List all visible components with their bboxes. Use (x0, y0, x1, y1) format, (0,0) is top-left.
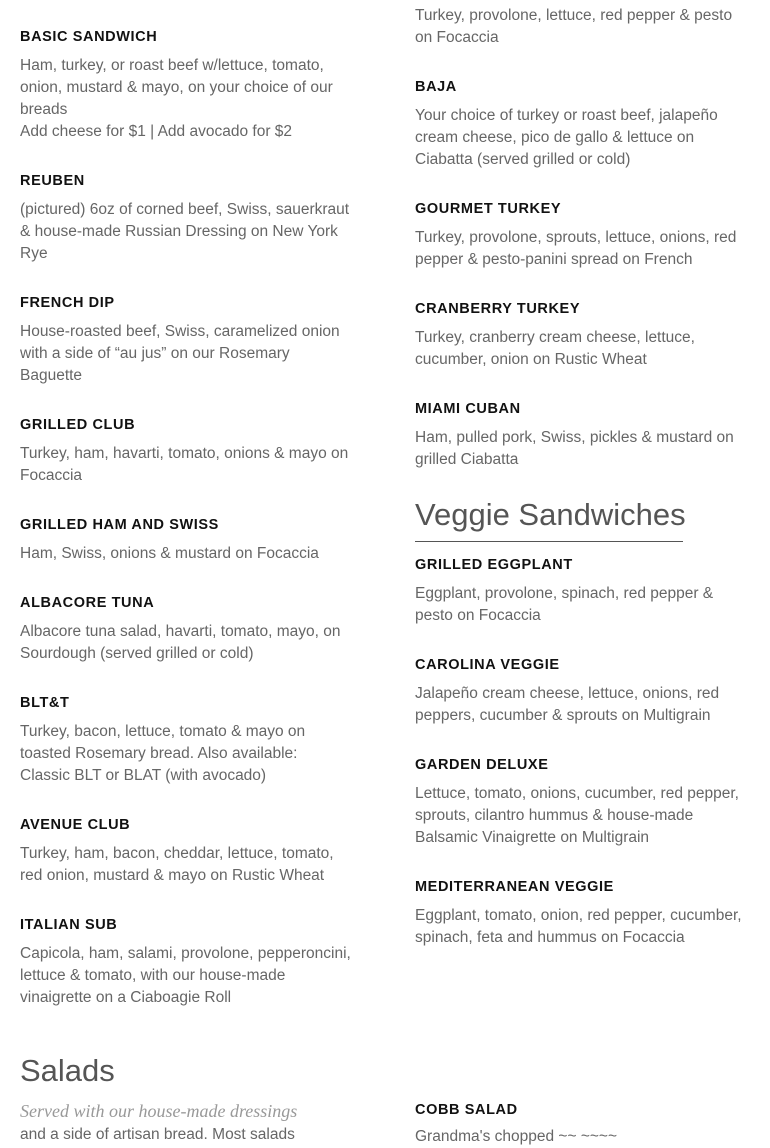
menu-item-description (20, 721, 365, 787)
menu-item-description (415, 5, 755, 49)
desc-line: vinaigrette on a Ciaboagie Roll (20, 989, 232, 1006)
desc-line: Ham, pulled pork, Swiss, pickles & mustard on (415, 429, 734, 446)
menu-item-description (20, 443, 365, 487)
desc-line: Capicola, ham, salami, provolone, pepperoncini, (20, 945, 351, 962)
desc-line: grilled Ciabatta (415, 451, 519, 468)
menu-item (415, 76, 755, 171)
menu-item (415, 554, 755, 627)
desc-line: Classic BLT or BLAT (with avocado) (20, 767, 267, 784)
menu-item (20, 914, 365, 1009)
menu-item (20, 814, 365, 887)
desc-line: Your choice of turkey or roast beef, jalapeño (415, 107, 718, 124)
menu-item-name: CAROLINA VEGGIE (415, 657, 560, 673)
menu-item (415, 654, 755, 727)
desc-line: on Focaccia (415, 29, 499, 46)
menu-item (415, 298, 755, 371)
desc-line: Turkey, provolone, sprouts, lettuce, onions, red (415, 229, 737, 246)
menu-item-name: GRILLED EGGPLANT (415, 557, 573, 573)
menu-item-description (415, 227, 755, 271)
menu-item-name: ITALIAN SUB (20, 917, 118, 933)
desc-line: cream cheese, pico de gallo & lettuce on (415, 129, 695, 146)
desc-line: pesto on Focaccia (415, 607, 541, 624)
desc-line: Focaccia (20, 467, 83, 484)
desc-line: Ciabatta (served grilled or cold) (415, 151, 631, 168)
menu-item-name: BASIC SANDWICH (20, 29, 158, 45)
menu-item-description (415, 427, 755, 471)
menu-item-description (20, 621, 365, 665)
salads-subtitle: Served with our house-made dressings (20, 1101, 298, 1121)
menu-item (20, 170, 365, 265)
desc-line: Eggplant, provolone, spinach, red pepper & (415, 585, 714, 602)
desc-line: Turkey, bacon, lettuce, tomato & mayo on (20, 723, 306, 740)
desc-line: Rye (20, 245, 48, 262)
desc-line: Ham, Swiss, onions & mustard on Focaccia (20, 545, 319, 562)
menu-item-name: ALBACORE TUNA (20, 595, 155, 611)
desc-line: Turkey, ham, bacon, cheddar, lettuce, tomato, (20, 845, 334, 862)
desc-line: Sourdough (served grilled or cold) (20, 645, 254, 662)
desc-line: House-roasted beef, Swiss, caramelized onion (20, 323, 340, 340)
desc-line: cucumber, onion on Rustic Wheat (415, 351, 647, 368)
desc-line: Lettuce, tomato, onions, cucumber, red pepper, (415, 785, 739, 802)
menu-item-name: MIAMI CUBAN (415, 401, 521, 417)
menu-item (20, 26, 365, 143)
menu-item-name: FRENCH DIP (20, 295, 115, 311)
menu-item-name: CRANBERRY TURKEY (415, 301, 581, 317)
menu-item (415, 754, 755, 849)
desc-line: red onion, mustard & mayo on Rustic Wheat (20, 867, 325, 884)
menu-item-description (415, 905, 755, 949)
menu-item (20, 414, 365, 487)
salads-section-title: Salads (20, 1053, 115, 1088)
desc-line: & house-made Russian Dressing on New York (20, 223, 338, 240)
desc-line: Turkey, cranberry cream cheese, lettuce, (415, 329, 695, 346)
desc-line: Balsamic Vinaigrette on Multigrain (415, 829, 650, 846)
desc-line: breads (20, 101, 68, 118)
menu-item-description (415, 683, 755, 727)
desc-line: Ham, turkey, or roast beef w/lettuce, tomato, (20, 57, 324, 74)
desc-line: Baguette (20, 367, 83, 384)
menu-item-description (415, 105, 755, 171)
menu-item-name: MEDITERRANEAN VEGGIE (415, 879, 614, 895)
menu-item-description (20, 199, 365, 265)
menu-item-description (20, 843, 365, 887)
menu-item (20, 292, 365, 387)
desc-line: Jalapeño cream cheese, lettuce, onions, red (415, 685, 720, 702)
menu-item-name: GRILLED CLUB (20, 417, 136, 433)
desc-line: onion, mustard & mayo, on your choice of our (20, 79, 333, 96)
veggie-section-title: Veggie Sandwiches (415, 497, 686, 532)
desc-line: with a side of “au jus” on our Rosemary (20, 345, 290, 362)
menu-item (20, 592, 365, 665)
menu-item-name: GOURMET TURKEY (415, 201, 562, 217)
desc-line: Eggplant, tomato, onion, red pepper, cucumber, (415, 907, 742, 924)
veggie-section-divider (415, 541, 683, 542)
menu-item-description (415, 327, 755, 371)
menu-item-name: GARDEN DELUXE (415, 757, 549, 773)
menu-item-description (20, 543, 365, 565)
desc-line: Albacore tuna salad, havarti, tomato, mayo, on (20, 623, 341, 640)
menu-item-description (415, 583, 755, 627)
desc-line: sprouts, cilantro hummus & house-made (415, 807, 694, 824)
desc-line: spinach, feta and hummus on Focaccia (415, 929, 685, 946)
menu-item-continuation (415, 5, 755, 49)
menu-item-description (20, 55, 365, 143)
menu-item-name: GRILLED HAM AND SWISS (20, 517, 219, 533)
desc-line: Turkey, provolone, lettuce, red pepper & pesto (415, 7, 733, 24)
menu-item-name: AVENUE CLUB (20, 817, 131, 833)
menu-item-name: BAJA (415, 79, 457, 95)
desc-line: Turkey, ham, havarti, tomato, onions & mayo on (20, 445, 349, 462)
menu-item (415, 198, 755, 271)
menu-item-description (20, 943, 365, 1009)
menu-item (20, 514, 365, 565)
menu-item-name: COBB SALAD (415, 1102, 518, 1118)
menu-item-description (415, 783, 755, 849)
desc-line: Add cheese for $1 | Add avocado for $2 (20, 123, 293, 140)
desc-line: pepper & pesto-panini spread on French (415, 251, 693, 268)
menu-item (20, 692, 365, 787)
menu-item (415, 398, 755, 471)
desc-line: (pictured) 6oz of corned beef, Swiss, sauerkraut (20, 201, 350, 218)
menu-item-description (20, 321, 365, 387)
desc-line: peppers, cucumber & sprouts on Multigrain (415, 707, 711, 724)
salads-cut-text: and a side of artisan bread. Most salads (20, 1126, 295, 1143)
desc-line: lettuce & tomato, with our house-made (20, 967, 286, 984)
menu-item (415, 876, 755, 949)
salads-item-cut-text: Grandma's chopped ~~ ~~~~ (415, 1128, 618, 1145)
desc-line: toasted Rosemary bread. Also available: (20, 745, 298, 762)
menu-item-name: REUBEN (20, 173, 85, 189)
menu-item-name: BLT&T (20, 695, 70, 711)
